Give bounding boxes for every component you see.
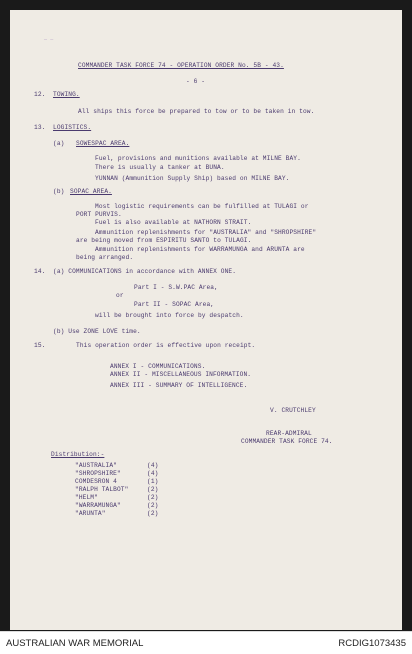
page-number: - 6 - [186, 78, 206, 85]
section-12-number: 12. [34, 91, 46, 98]
signature-title: COMMANDER TASK FORCE 74. [241, 438, 333, 445]
pencil-mark: — — [44, 37, 54, 43]
order-header: COMMANDER TASK FORCE 74 - OPERATION ORDER No. 5B - 43. [78, 62, 284, 69]
footer-bar [0, 631, 412, 654]
distribution-name: "AUSTRALIA" [75, 462, 117, 469]
distribution-name: "WARRAMUNGA" [75, 502, 121, 509]
section-13b-line: Most logistic requirements can be fulfilled at TULAGI or [95, 203, 309, 210]
section-13b-line: are being moved from ESPIRITU SANTO to TULAGI. [76, 237, 252, 244]
section-13-number: 13. [34, 124, 46, 131]
distribution-count: (4) [147, 470, 159, 477]
footer-source: AUSTRALIAN WAR MEMORIAL [6, 638, 144, 649]
section-14-number: 14. [34, 268, 46, 275]
annex-2: ANNEX II - MISCELLANEOUS INFORMATION. [110, 371, 252, 378]
signature-rank: REAR-ADMIRAL [266, 430, 312, 437]
distribution-count: (4) [147, 462, 159, 469]
distribution-count: (2) [147, 510, 159, 517]
section-13b-title: SOPAC AREA. [70, 188, 112, 195]
distribution-count: (1) [147, 478, 159, 485]
section-14-part-2: Part II - SOPAC Area, [134, 301, 215, 308]
section-13b-line: Ammunition replenishments for "AUSTRALIA" and "SHROPSHIRE" [95, 229, 317, 236]
section-13a-line: There is usually a tanker at BUNA. [95, 164, 225, 171]
distribution-name: COMDESRON 4 [75, 478, 117, 485]
section-13a-title: SOWESPAC AREA. [76, 140, 130, 147]
distribution-count: (2) [147, 502, 159, 509]
section-14-line: will be brought into force by despatch. [95, 312, 244, 319]
annex-1: ANNEX I - COMMUNICATIONS. [110, 363, 206, 370]
section-13a-label: (a) [53, 140, 65, 147]
distribution-title: Distribution:- [51, 451, 105, 458]
section-13a-line: YUNNAN (Ammunition Supply Ship) based on MILNE BAY. [95, 175, 290, 182]
distribution-count: (2) [147, 494, 159, 501]
distribution-name: "RALPH TALBOT" [75, 486, 129, 493]
section-14-part-1: Part I - S.W.PAC Area, [134, 284, 218, 291]
section-13b-label: (b) [53, 188, 65, 195]
section-12-body: All ships this force be prepared to tow or to be taken in tow. [78, 108, 315, 115]
signature-name: V. CRUTCHLEY [270, 407, 316, 414]
section-14a: (a) COMMUNICATIONS in accordance with ANNEX ONE. [53, 268, 237, 275]
section-13b-line: being arranged. [76, 254, 134, 261]
section-13b-line: Fuel is also available at NATHORN STRAIT. [95, 219, 252, 226]
section-15-number: 15. [34, 342, 46, 349]
distribution-count: (2) [147, 486, 159, 493]
section-12-title: TOWING. [53, 91, 80, 98]
section-13-title: LOGISTICS. [53, 124, 92, 131]
section-14-or: or [116, 292, 124, 299]
section-14b: (b) Use ZONE LOVE time. [53, 328, 141, 335]
annex-3: ANNEX III - SUMMARY OF INTELLIGENCE. [110, 382, 248, 389]
footer-record-id: RCDIG1073435 [338, 638, 406, 649]
distribution-name: "SHROPSHIRE" [75, 470, 121, 477]
document-page [10, 10, 402, 630]
section-13b-line: PORT PURVIS. [76, 211, 122, 218]
distribution-name: "HELM" [75, 494, 98, 501]
section-13a-line: Fuel, provisions and munitions available at MILNE BAY. [95, 155, 301, 162]
distribution-name: "ARUNTA" [75, 510, 106, 517]
section-15-body: This operation order is effective upon receipt. [76, 342, 256, 349]
section-13b-line: Ammunition replenishments for WARRAMUNGA and ARUNTA are [95, 246, 305, 253]
